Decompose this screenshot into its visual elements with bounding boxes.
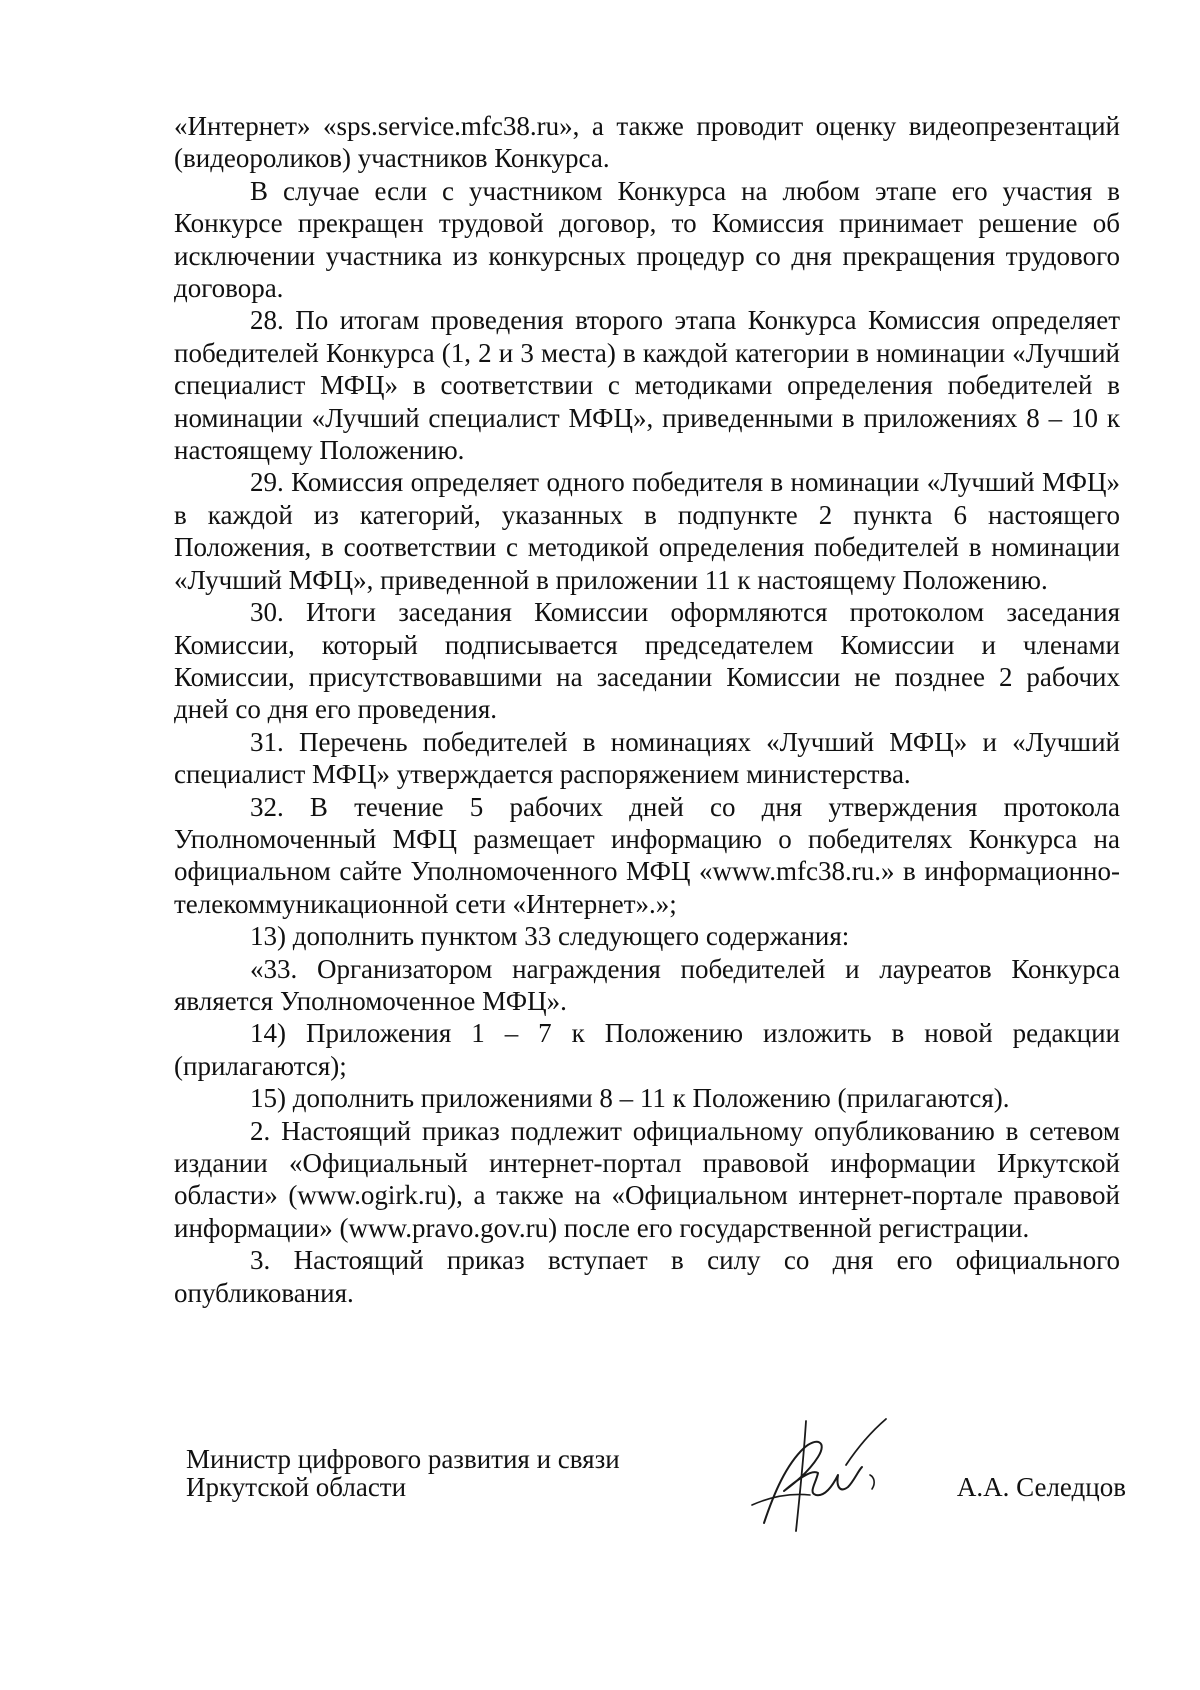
paragraph-internet-site: «Интернет» «sps.service.mfc38.ru», а также проводит оценку видеопрезентаций (видеороликов) участников Конкурса.: [174, 111, 1120, 174]
paragraph-31: 31. Перечень победителей в номинациях «Лучший МФЦ» и «Лучший специалист МФЦ» утверждается распоряжением министерства.: [174, 726, 1120, 790]
paragraph-13: 13) дополнить пунктом 33 следующего содержания:: [250, 921, 850, 952]
paragraph-15: 15) дополнить приложениями 8 – 11 к Положению (прилагаются).: [250, 1083, 1010, 1114]
document-body: [174, 110, 1120, 1309]
handwritten-signature: [746, 1413, 896, 1533]
paragraph-29: 29. Комиссия определяет одного победителя в номинации «Лучший МФЦ» в каждой из категорий, указанных в подпункте 2 пункта 6 настоящего Положения, в соответствии с методикой определения победителей в номинации «Лучший МФЦ», приведенной в приложении 11 к настоящему Положению.: [174, 467, 1120, 595]
paragraph-33: «33. Организатором награждения победителей и лауреатов Конкурса является Уполномоченное МФЦ».: [174, 953, 1120, 1016]
paragraph-14: 14) Приложения 1 – 7 к Положению изложить в новой редакции (прилагаются);: [174, 1018, 1120, 1081]
signer-title-line-1: Министр цифрового развития и связи: [186, 1444, 620, 1474]
signature-block: [186, 1445, 1126, 1555]
paragraph-contract-termination: В случае если с участником Конкурса на любом этапе его участия в Конкурсе прекращен трудовой договор, то Комиссия принимает решение об исключении участника из конкурсных процедур со дня прекращения трудового договора.: [174, 175, 1120, 304]
paragraph-3: 3. Настоящий приказ вступает в силу со дня его официального опубликования.: [174, 1245, 1120, 1308]
paragraph-2: 2. Настоящий приказ подлежит официальному опубликованию в сетевом издании «Официальный интернет-портал правовой информации Иркутской области» (www.ogirk.ru), а также на «Официальном интернет-портале правовой информации» (www.pravo.gov.ru) после его государственной регистрации.: [174, 1115, 1120, 1243]
signer-title-line-2: Иркутской области: [186, 1472, 407, 1502]
signer-title: [186, 1445, 620, 1501]
signer-name: А.А. Селедцов: [956, 1472, 1126, 1502]
paragraph-32: 32. В течение 5 рабочих дней со дня утверждения протокола Уполномоченный МФЦ размещает информацию о победителях Конкурса на официальном сайте Уполномоченного МФЦ «www.mfc38.ru.» в информационно-телекоммуникационной сети «Интернет».»;: [174, 791, 1120, 919]
paragraph-30: 30. Итоги заседания Комиссии оформляются протоколом заседания Комиссии, который подписывается председателем Комиссии и членами Комиссии, присутствовавшими на заседании Комиссии не позднее 2 рабочих дней со дня его проведения.: [174, 597, 1120, 725]
paragraph-28: 28. По итогам проведения второго этапа Конкурса Комиссия определяет победителей Конкурса (1, 2 и 3 места) в каждой категории в номинации «Лучший специалист МФЦ» в соответствии с методиками определения победителей в номинации «Лучший специалист МФЦ», приведенными в приложениях 8 – 10 к настоящему Положению.: [174, 305, 1120, 466]
